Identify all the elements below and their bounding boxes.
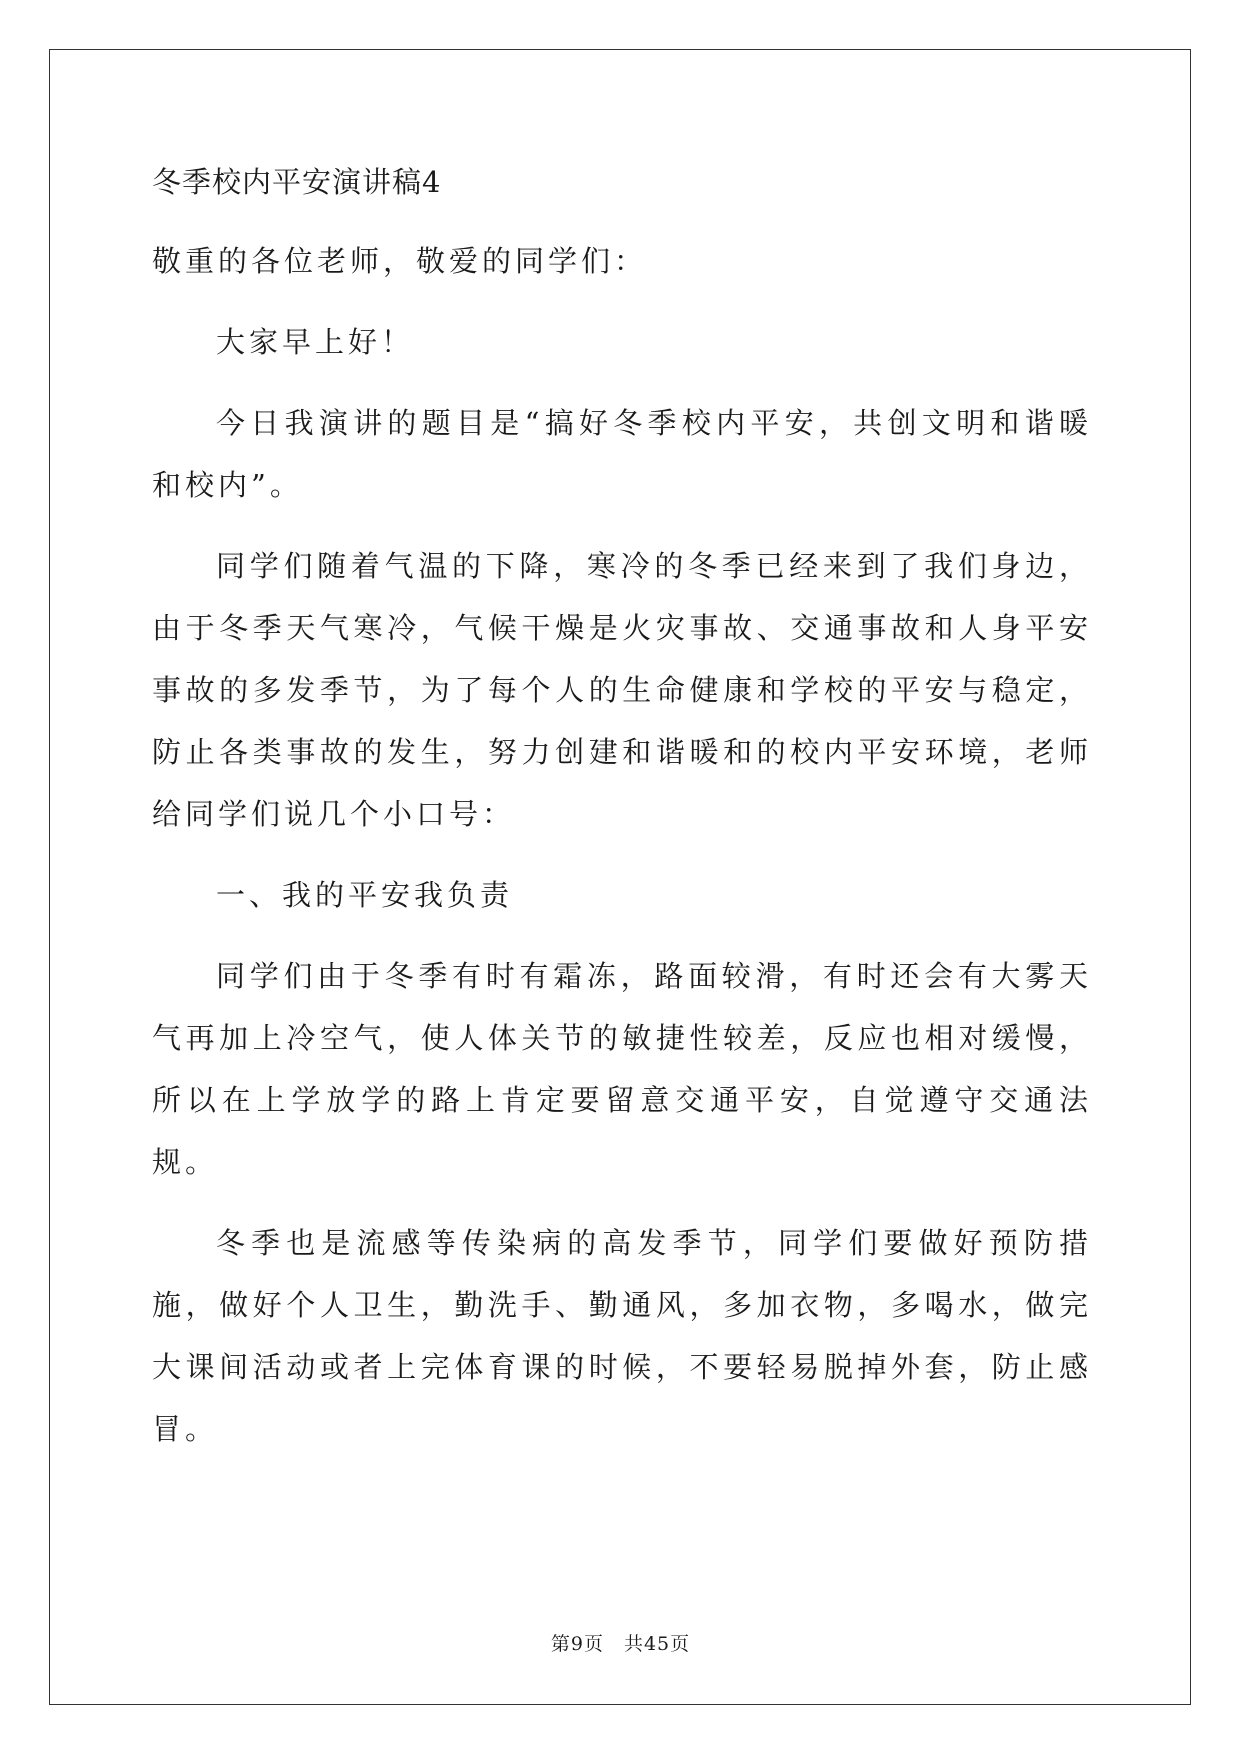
document-body — [152, 164, 1092, 1479]
paragraph-salutation: 敬重的各位老师，敬爱的同学们： — [152, 244, 648, 278]
paragraph-traffic-safety: 同学们由于冬季有时有霜冻，路面较滑，有时还会有大雾天气再加上冷空气，使人体关节的敏捷性较差，反应也相对缓慢，所以在上学放学的路上肯定要留意交通平安，自觉遵守交通法规。 — [152, 959, 1092, 1179]
paragraph-introduction: 同学们随着气温的下降，寒冷的冬季已经来到了我们身边，由于冬季天气寒冷，气候干燥是火灾事故、交通事故和人身平安事故的多发季节，为了每个人的生命健康和学校的平安与稳定，防止各类事故的发生，努力创建和谐暖和的校内平安环境，老师给同学们说几个小口号： — [152, 549, 1092, 831]
paragraph-topic: 今日我演讲的题目是“搞好冬季校内平安，共创文明和谐暖和校内”。 — [152, 406, 1092, 502]
paragraph-greeting: 大家早上好！ — [216, 325, 415, 359]
paragraph-flu-prevention: 冬季也是流感等传染病的高发季节，同学们要做好预防措施，做好个人卫生，勤洗手、勤通风，多加衣物，多喝水，做完大课间活动或者上完体育课的时候，不要轻易脱掉外套，防止感冒。 — [152, 1226, 1092, 1446]
document-title: 冬季校内平安演讲稿4 — [152, 165, 442, 199]
page-number: 第9页 共45页 — [550, 1633, 691, 1655]
section-heading-1: 一、我的平安我负责 — [216, 878, 514, 912]
